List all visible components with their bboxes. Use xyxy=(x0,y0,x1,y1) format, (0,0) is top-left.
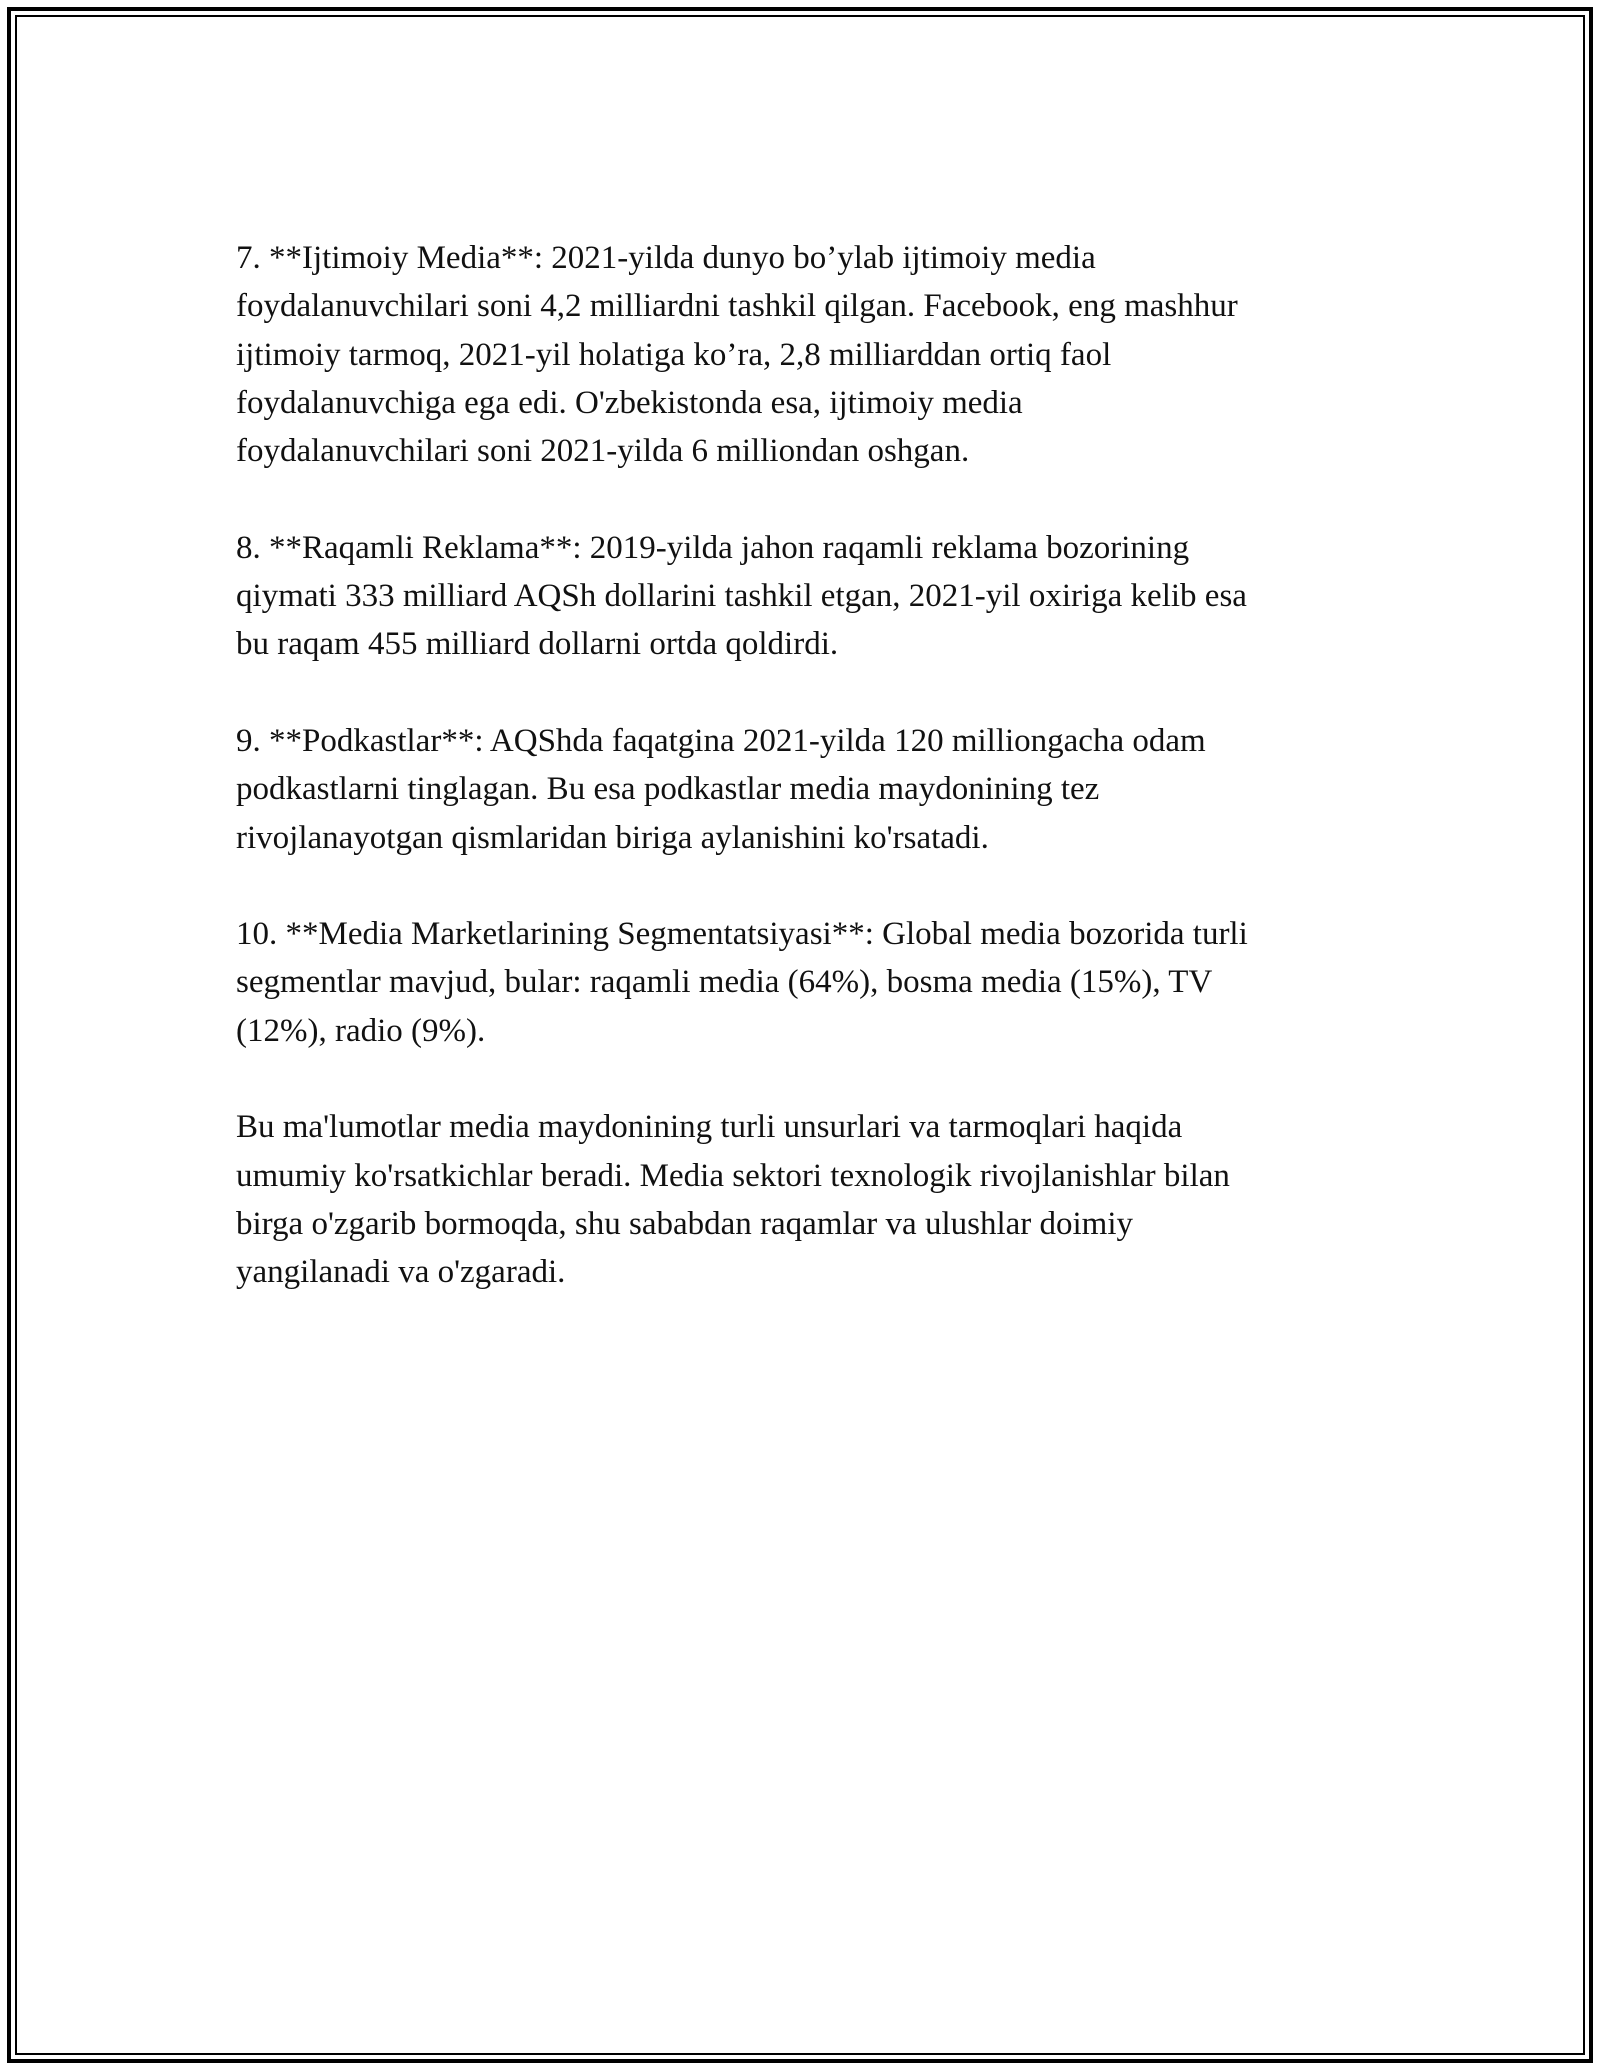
paragraph-podcasts: 9. **Podkastlar**: AQShda faqatgina 2021-yilda 120 milliongacha odam podkastlarni tinglagan. Bu esa podkastlar media maydonining tez rivojlanayotgan qismlaridan biriga aylanishini ko'rsatadi. xyxy=(236,722,1206,856)
paragraph-social-media: 7. **Ijtimoiy Media**: 2021-yilda dunyo bo’ylab ijtimoiy media foydalanuvchilari soni 4,2 milliardni tashkil qilgan. Facebook, eng mashhur ijtimoiy tarmoq, 2021-yil holatiga ko’ra, 2,8 milliarddan ortiq faol foydalanuvchiga ega edi. O'zbekistonda esa, ijtimoiy media foydalanuvchilari soni 2021-yilda 6 milliondan oshgan. xyxy=(236,240,1238,470)
paragraph-conclusion: Bu ma'lumotlar media maydonining turli unsurlari va tarmoqlari haqida umumiy ko'rsatkichlar beradi. Media sektori texnologik rivojlanishlar bilan birga o'zgarib bormoqda, shu sababdan raqamlar va ulushlar doimiy yangilanadi va o'zgaradi. xyxy=(236,1109,1230,1291)
paragraph-market-segmentation: 10. **Media Marketlarining Segmentatsiyasi**: Global media bozorida turli segmentlar mavjud, bular: raqamli media (64%), bosma media (15%), TV (12%), radio (9%). xyxy=(236,916,1248,1049)
paragraph-digital-advertising: 8. **Raqamli Reklama**: 2019-yilda jahon raqamli reklama bozorining qiymati 333 milliard AQSh dollarini tashkil etgan, 2021-yil oxiriga kelib esa bu raqam 455 milliard dollarni ortda qoldirdi. xyxy=(236,529,1247,663)
document-body xyxy=(236,234,1376,1297)
